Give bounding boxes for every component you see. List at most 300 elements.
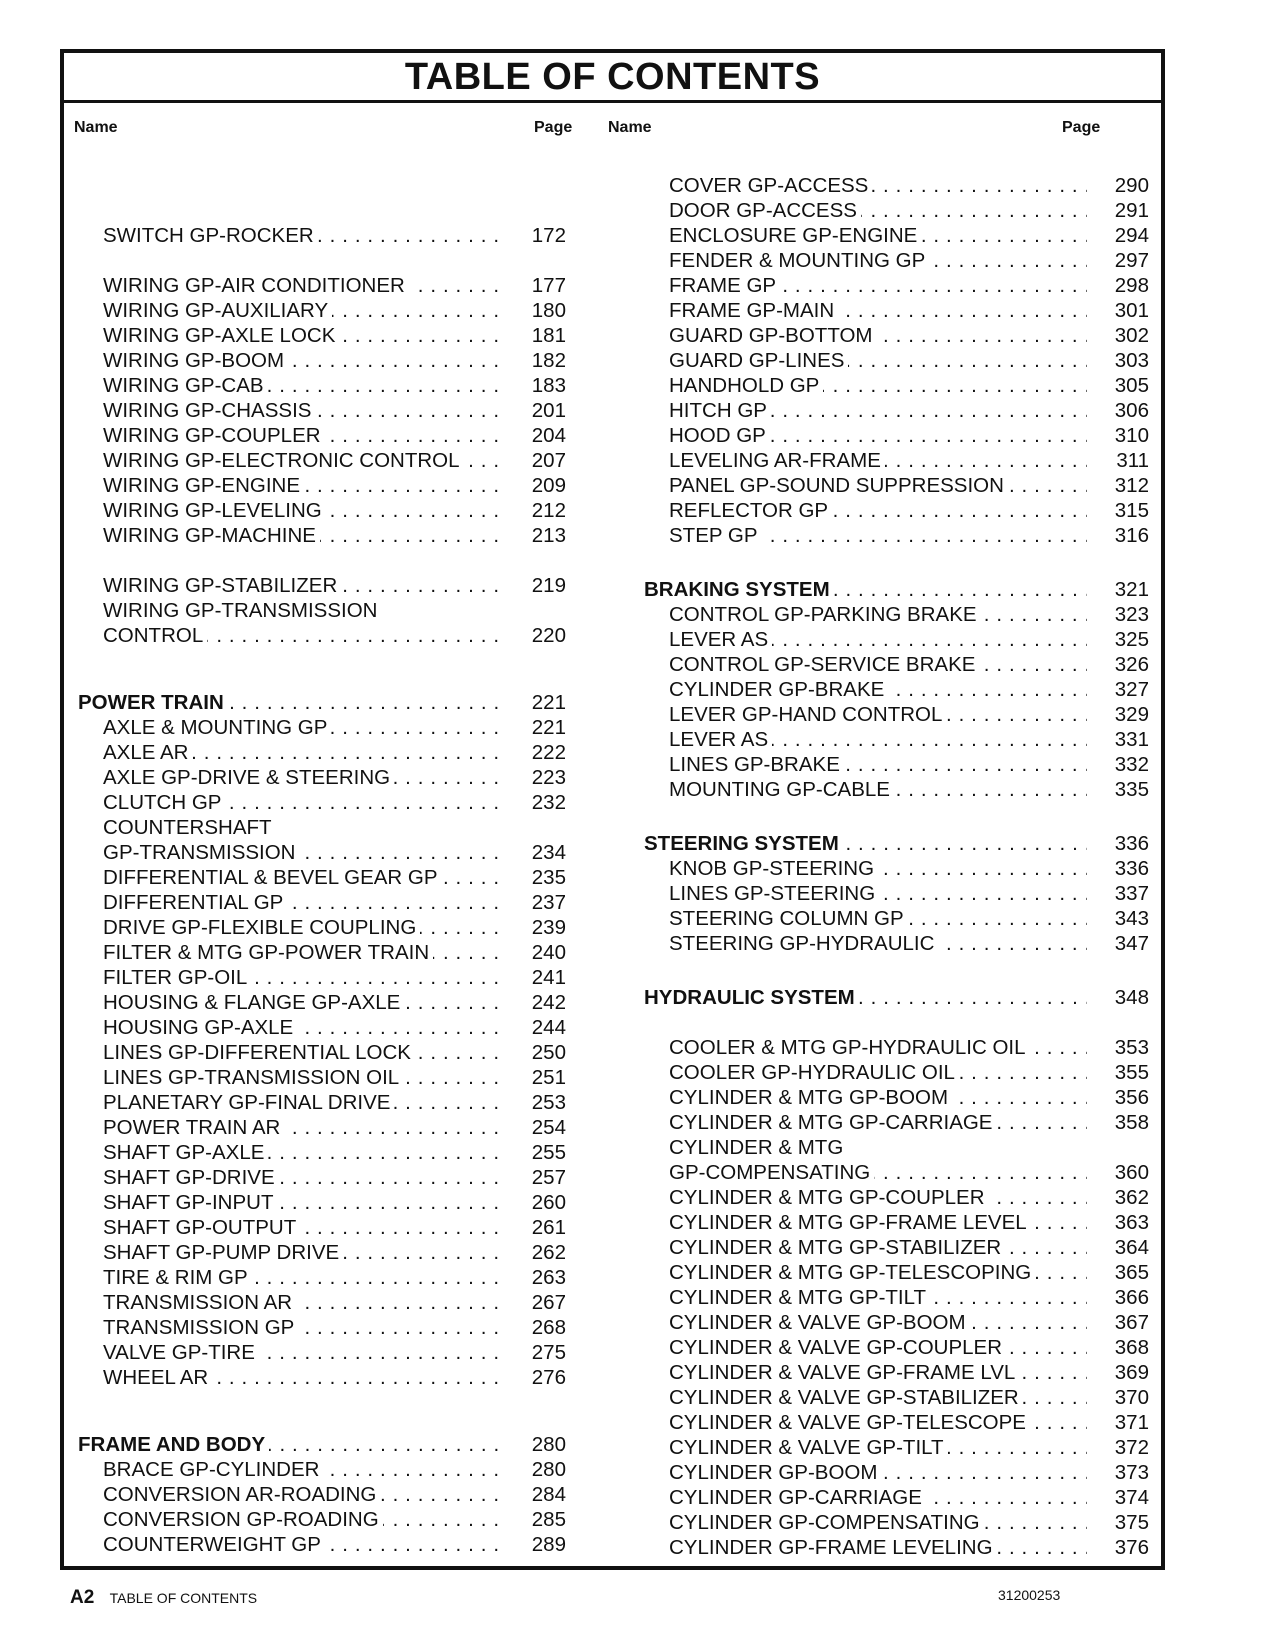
toc-entry[interactable] xyxy=(78,323,572,348)
toc-entry[interactable] xyxy=(644,1460,1157,1485)
toc-entry-page: 234 xyxy=(531,841,566,864)
toc-entry-text: CYLINDER & MTG GP-BOOM xyxy=(669,1086,952,1109)
toc-entry-label xyxy=(669,423,1087,448)
toc-entry-page: 343 xyxy=(1114,907,1149,930)
toc-entry-text: SWITCH GP-ROCKER xyxy=(103,224,318,247)
toc-entry-text: TRANSMISSION AR xyxy=(103,1291,296,1314)
toc-entry-text: WIRING GP-MACHINE xyxy=(103,524,320,547)
toc-entry-page: 312 xyxy=(1114,474,1149,497)
toc-entry[interactable] xyxy=(78,940,572,965)
toc-entry[interactable] xyxy=(78,273,572,298)
toc-entry-label xyxy=(669,1510,1087,1535)
header-page-left: Page xyxy=(534,119,573,136)
toc-entry-page: 244 xyxy=(531,1016,566,1039)
toc-entry-page: 235 xyxy=(531,866,566,889)
toc-entry-label xyxy=(669,298,1087,323)
toc-entry[interactable] xyxy=(78,1532,572,1557)
toc-entry-text: PANEL GP-SOUND SUPPRESSION xyxy=(669,474,1008,497)
toc-entry[interactable] xyxy=(644,298,1157,323)
toc-entry-page: 221 xyxy=(531,716,566,739)
toc-entry[interactable] xyxy=(78,990,572,1015)
toc-entry[interactable] xyxy=(78,373,572,398)
toc-entry-text: LEVER AS xyxy=(669,728,772,751)
toc-entry-page: 301 xyxy=(1114,299,1149,322)
toc-entry[interactable] xyxy=(78,623,572,648)
toc-entry[interactable] xyxy=(78,1140,572,1165)
toc-entry-page: 291 xyxy=(1114,199,1149,222)
toc-left-column xyxy=(78,223,572,1557)
toc-entry-text: CYLINDER GP-COMPENSATING xyxy=(669,1511,984,1534)
toc-entry-text: CONVERSION AR-ROADING xyxy=(103,1483,380,1506)
toc-entry[interactable] xyxy=(78,1315,572,1340)
toc-entry-page: 209 xyxy=(531,474,566,497)
toc-entry[interactable] xyxy=(644,498,1157,523)
toc-entry-text: LEVER AS xyxy=(669,628,772,651)
toc-entry[interactable] xyxy=(644,1410,1157,1435)
toc-entry-page: 261 xyxy=(531,1216,566,1239)
toc-entry[interactable] xyxy=(78,1165,572,1190)
toc-entry-page: 375 xyxy=(1114,1511,1149,1534)
toc-entry-text: LINES GP-BRAKE xyxy=(669,753,844,776)
toc-entry[interactable] xyxy=(644,1235,1157,1260)
toc-entry-page: 183 xyxy=(531,374,566,397)
toc-section[interactable] xyxy=(78,1432,572,1457)
toc-entry-label xyxy=(669,1310,1087,1335)
toc-entry-page: 280 xyxy=(531,1458,566,1481)
spacer xyxy=(78,248,572,273)
toc-entry[interactable] xyxy=(644,248,1157,273)
toc-entry-text: SHAFT GP-AXLE xyxy=(103,1141,268,1164)
toc-entry-text: WIRING GP-AXLE LOCK xyxy=(103,324,339,347)
toc-entry-label xyxy=(669,777,1087,802)
toc-entry[interactable] xyxy=(78,840,572,865)
toc-entry[interactable] xyxy=(78,1040,572,1065)
footer-left xyxy=(70,1587,257,1609)
toc-entry-label xyxy=(669,1335,1087,1360)
spacer xyxy=(78,648,572,690)
toc-entry[interactable] xyxy=(78,1290,572,1315)
toc-entry[interactable] xyxy=(78,1015,572,1040)
toc-entry[interactable] xyxy=(644,373,1157,398)
toc-entry-page: 329 xyxy=(1114,703,1149,726)
toc-entry-text: FILTER GP-OIL xyxy=(103,966,251,989)
toc-entry[interactable] xyxy=(78,348,572,373)
toc-entry-label xyxy=(669,1035,1087,1060)
toc-entry[interactable] xyxy=(644,1185,1157,1210)
toc-entry-text: CYLINDER GP-FRAME LEVELING xyxy=(669,1536,997,1559)
toc-entry-label xyxy=(669,1260,1087,1285)
toc-entry-page: 263 xyxy=(531,1266,566,1289)
toc-entry-text: FILTER & MTG GP-POWER TRAIN xyxy=(103,941,433,964)
toc-entry[interactable] xyxy=(78,1190,572,1215)
toc-entry-label xyxy=(669,881,1087,906)
toc-entry[interactable] xyxy=(644,1210,1157,1235)
toc-entry-text: WIRING GP-ELECTRONIC CONTROL xyxy=(103,449,464,472)
toc-entry-label xyxy=(103,890,502,915)
toc-entry-page: 358 xyxy=(1114,1111,1149,1134)
toc-entry-label xyxy=(103,223,502,248)
toc-entry-text: SHAFT GP-DRIVE xyxy=(103,1166,279,1189)
toc-entry-page: 366 xyxy=(1114,1286,1149,1309)
toc-entry-page: 237 xyxy=(531,891,566,914)
spacer xyxy=(644,802,1157,831)
toc-entry-page: 181 xyxy=(531,324,566,347)
toc-entry-text: HOUSING GP-AXLE xyxy=(103,1016,297,1039)
toc-entry-label xyxy=(103,940,502,965)
toc-entry-page: 368 xyxy=(1114,1336,1149,1359)
toc-entry-label xyxy=(103,965,502,990)
toc-entry-label xyxy=(669,856,1087,881)
toc-entry[interactable] xyxy=(78,890,572,915)
toc-entry-page: 253 xyxy=(531,1091,566,1114)
toc-entry-label xyxy=(644,577,1087,602)
toc-entry[interactable] xyxy=(644,627,1157,652)
toc-entry-label xyxy=(103,790,502,815)
toc-entry-page: 222 xyxy=(531,741,566,764)
toc-entry[interactable] xyxy=(644,423,1157,448)
toc-entry[interactable] xyxy=(78,765,572,790)
header-name-right: Name xyxy=(608,119,652,136)
toc-section[interactable] xyxy=(644,985,1157,1010)
toc-entry-label xyxy=(669,1210,1087,1235)
toc-entry-label xyxy=(669,752,1087,777)
toc-entry-label xyxy=(103,740,502,765)
toc-entry[interactable] xyxy=(644,881,1157,906)
toc-entry-text: HITCH GP xyxy=(669,399,771,422)
toc-entry-text: HOOD GP xyxy=(669,424,770,447)
toc-entry-page: 356 xyxy=(1114,1086,1149,1109)
toc-entry[interactable] xyxy=(78,915,572,940)
toc-entry-page: 335 xyxy=(1114,778,1149,801)
toc-entry-text: WHEEL AR xyxy=(103,1366,212,1389)
toc-entry-label xyxy=(103,865,502,890)
toc-entry[interactable] xyxy=(644,1335,1157,1360)
toc-entry-page: 177 xyxy=(531,274,566,297)
toc-entry-page: 337 xyxy=(1114,882,1149,905)
toc-entry-page: 220 xyxy=(531,624,566,647)
toc-section[interactable] xyxy=(644,831,1157,856)
toc-entry-text: FRAME AND BODY xyxy=(78,1433,269,1456)
toc-entry-label xyxy=(669,931,1087,956)
toc-entry[interactable] xyxy=(644,677,1157,702)
toc-entry[interactable] xyxy=(644,473,1157,498)
toc-entry-label xyxy=(669,1135,1087,1160)
toc-entry-text: DRIVE GP-FLEXIBLE COUPLING xyxy=(103,916,420,939)
toc-entry-label xyxy=(669,1160,1087,1185)
toc-entry-page: 353 xyxy=(1114,1036,1149,1059)
toc-entry-text: WIRING GP-TRANSMISSION xyxy=(103,599,381,622)
toc-entry[interactable] xyxy=(644,323,1157,348)
toc-entry-page: 363 xyxy=(1114,1211,1149,1234)
toc-entry-text: VALVE GP-TIRE xyxy=(103,1341,259,1364)
toc-entry-text: PLANETARY GP-FINAL DRIVE xyxy=(103,1091,394,1114)
toc-entry-label xyxy=(669,173,1087,198)
toc-entry-label xyxy=(103,1365,502,1390)
toc-entry-label xyxy=(103,915,502,940)
header-page-right: Page xyxy=(1062,119,1101,136)
toc-entry-label xyxy=(669,1285,1087,1310)
toc-entry-text: AXLE & MOUNTING GP xyxy=(103,716,331,739)
toc-entry-label xyxy=(103,1090,502,1115)
toc-entry-label xyxy=(103,598,502,623)
toc-entry-text: WIRING GP-STABILIZER xyxy=(103,574,341,597)
toc-entry-text: CYLINDER & MTG GP-STABILIZER xyxy=(669,1236,1005,1259)
toc-entry[interactable] xyxy=(644,602,1157,627)
toc-entry-label xyxy=(103,448,502,473)
toc-entry[interactable] xyxy=(644,1510,1157,1535)
toc-entry-text: LEVER GP-HAND CONTROL xyxy=(669,703,946,726)
toc-entry[interactable] xyxy=(78,573,572,598)
toc-entry-page: 373 xyxy=(1114,1461,1149,1484)
toc-entry[interactable] xyxy=(78,1240,572,1265)
toc-entry[interactable] xyxy=(78,1115,572,1140)
toc-entry[interactable] xyxy=(644,1260,1157,1285)
toc-entry[interactable] xyxy=(78,423,572,448)
toc-entry-page: 376 xyxy=(1114,1536,1149,1559)
spacer xyxy=(644,956,1157,985)
toc-entry[interactable] xyxy=(78,1340,572,1365)
toc-entry-label xyxy=(669,523,1087,548)
toc-entry-label xyxy=(103,323,502,348)
toc-entry-label xyxy=(103,423,502,448)
toc-entry[interactable] xyxy=(78,815,572,840)
toc-entry[interactable] xyxy=(644,931,1157,956)
spacer xyxy=(78,548,572,573)
toc-entry-page: 239 xyxy=(531,916,566,939)
toc-entry-text: WIRING GP-LEVELING xyxy=(103,499,326,522)
toc-entry-page: 302 xyxy=(1114,324,1149,347)
toc-entry[interactable] xyxy=(78,1215,572,1240)
footer-doc-number: 31200253 xyxy=(998,1587,1061,1603)
toc-entry[interactable] xyxy=(78,740,572,765)
toc-entry-text: GUARD GP-LINES xyxy=(669,349,848,372)
toc-entry-page: 241 xyxy=(531,966,566,989)
toc-entry[interactable] xyxy=(78,223,572,248)
toc-entry-text: CLUTCH GP xyxy=(103,791,225,814)
title-bar xyxy=(64,53,1161,103)
toc-entry-page: 348 xyxy=(1114,986,1149,1009)
toc-entry[interactable] xyxy=(644,727,1157,752)
toc-entry[interactable] xyxy=(644,1285,1157,1310)
toc-entry-page: 232 xyxy=(531,791,566,814)
toc-entry[interactable] xyxy=(644,1485,1157,1510)
toc-entry-page: 331 xyxy=(1114,728,1149,751)
toc-entry-page: 362 xyxy=(1114,1186,1149,1209)
toc-entry[interactable] xyxy=(78,790,572,815)
toc-entry-page: 212 xyxy=(531,499,566,522)
toc-entry-label xyxy=(103,373,502,398)
toc-entry[interactable] xyxy=(644,752,1157,777)
toc-entry-page: 360 xyxy=(1114,1161,1149,1184)
toc-entry[interactable] xyxy=(644,1435,1157,1460)
toc-section[interactable] xyxy=(78,690,572,715)
toc-entry-text: CONVERSION GP-ROADING xyxy=(103,1508,383,1531)
toc-entry[interactable] xyxy=(78,598,572,623)
toc-entry-page: 268 xyxy=(531,1316,566,1339)
toc-entry[interactable] xyxy=(78,965,572,990)
toc-entry-page: 213 xyxy=(531,524,566,547)
toc-entry-page: 201 xyxy=(531,399,566,422)
toc-entry-label xyxy=(103,765,502,790)
toc-entry[interactable] xyxy=(644,777,1157,802)
toc-entry-text: CYLINDER GP-BRAKE xyxy=(669,678,888,701)
page-title: TABLE OF CONTENTS xyxy=(404,56,821,98)
toc-entry[interactable] xyxy=(644,448,1157,473)
spacer xyxy=(78,1390,572,1432)
toc-entry-label xyxy=(669,373,1087,398)
toc-entry-page: 311 xyxy=(1116,449,1149,472)
toc-entry[interactable] xyxy=(644,1085,1157,1110)
toc-entry-label xyxy=(103,1215,502,1240)
toc-entry[interactable] xyxy=(78,715,572,740)
toc-entry-label xyxy=(103,815,502,840)
toc-entry-text: FRAME GP-MAIN xyxy=(669,299,838,322)
toc-entry[interactable] xyxy=(78,398,572,423)
toc-entry-text: WIRING GP-ENGINE xyxy=(103,474,304,497)
toc-entry-label xyxy=(103,573,502,598)
toc-entry[interactable] xyxy=(644,1035,1157,1060)
toc-entry-text: HOUSING & FLANGE GP-AXLE xyxy=(103,991,404,1014)
toc-entry[interactable] xyxy=(644,856,1157,881)
toc-entry[interactable] xyxy=(78,1507,572,1532)
toc-entry[interactable] xyxy=(644,1310,1157,1335)
toc-entry-text: STEERING COLUMN GP xyxy=(669,907,908,930)
toc-entry-text: WIRING GP-CHASSIS xyxy=(103,399,315,422)
toc-entry-page: 305 xyxy=(1114,374,1149,397)
toc-entry-text: DOOR GP-ACCESS xyxy=(669,199,861,222)
toc-entry-text: CYLINDER & VALVE GP-BOOM xyxy=(669,1311,970,1334)
toc-entry[interactable] xyxy=(78,298,572,323)
toc-entry[interactable] xyxy=(644,652,1157,677)
toc-entry-text: CYLINDER & VALVE GP-STABILIZER xyxy=(669,1386,1023,1409)
toc-entry-label xyxy=(669,498,1087,523)
toc-entry-text: BRAKING SYSTEM xyxy=(644,578,834,601)
toc-entry[interactable] xyxy=(644,273,1157,298)
toc-entry-label xyxy=(669,1185,1087,1210)
toc-entry-text: CYLINDER GP-CARRIAGE xyxy=(669,1486,926,1509)
toc-entry-label xyxy=(644,985,1087,1010)
toc-entry-label xyxy=(103,398,502,423)
toc-entry[interactable] xyxy=(644,1110,1157,1135)
toc-entry[interactable] xyxy=(644,348,1157,373)
toc-entry[interactable] xyxy=(644,1135,1157,1160)
toc-entry[interactable] xyxy=(78,1265,572,1290)
toc-entry-page: 207 xyxy=(531,449,566,472)
toc-entry[interactable] xyxy=(78,1065,572,1090)
toc-entry-page: 285 xyxy=(531,1508,566,1531)
spacer xyxy=(644,548,1157,577)
toc-entry-page: 303 xyxy=(1114,349,1149,372)
toc-entry-page: 364 xyxy=(1114,1236,1149,1259)
toc-entry[interactable] xyxy=(78,498,572,523)
toc-entry-label xyxy=(669,1110,1087,1135)
toc-entry[interactable] xyxy=(644,523,1157,548)
toc-entry[interactable] xyxy=(644,702,1157,727)
toc-entry-label xyxy=(103,473,502,498)
toc-entry-page: 327 xyxy=(1114,678,1149,701)
toc-entry-text: LINES GP-TRANSMISSION OIL xyxy=(103,1066,403,1089)
toc-entry[interactable] xyxy=(78,865,572,890)
toc-entry-text: DIFFERENTIAL & BEVEL GEAR GP xyxy=(103,866,442,889)
toc-entry-label xyxy=(669,627,1087,652)
toc-entry[interactable] xyxy=(78,473,572,498)
toc-entry-text: CYLINDER GP-BOOM xyxy=(669,1461,881,1484)
toc-entry[interactable] xyxy=(78,1457,572,1482)
toc-entry-page: 260 xyxy=(531,1191,566,1214)
toc-entry-text: CYLINDER & VALVE GP-COUPLER xyxy=(669,1336,1006,1359)
spacer xyxy=(644,1010,1157,1035)
toc-entry-page: 262 xyxy=(531,1241,566,1264)
toc-entry-label xyxy=(669,348,1087,373)
toc-entry-page: 180 xyxy=(531,299,566,322)
toc-entry-label xyxy=(103,1290,502,1315)
toc-entry[interactable] xyxy=(78,448,572,473)
toc-entry-text: CYLINDER & VALVE GP-TILT xyxy=(669,1436,948,1459)
toc-entry[interactable] xyxy=(78,523,572,548)
toc-entry[interactable] xyxy=(644,173,1157,198)
toc-entry-label xyxy=(669,1385,1087,1410)
toc-entry-text: LEVELING AR-FRAME xyxy=(669,449,885,472)
toc-entry-label xyxy=(103,1482,502,1507)
toc-entry-text: LINES GP-STEERING xyxy=(669,882,879,905)
toc-entry-text: CYLINDER & MTG GP-COUPLER xyxy=(669,1186,989,1209)
toc-entry[interactable] xyxy=(644,906,1157,931)
toc-entry[interactable] xyxy=(644,1160,1157,1185)
toc-entry-label xyxy=(669,398,1087,423)
toc-entry-page: 372 xyxy=(1114,1436,1149,1459)
toc-entry-text: WIRING GP-BOOM xyxy=(103,349,288,372)
toc-entry-label xyxy=(103,1065,502,1090)
toc-entry-text: CYLINDER & VALVE GP-TELESCOPE xyxy=(669,1411,1030,1434)
toc-entry-page: 294 xyxy=(1114,224,1149,247)
toc-entry[interactable] xyxy=(644,1385,1157,1410)
toc-entry-text: TIRE & RIM GP xyxy=(103,1266,252,1289)
toc-entry-page: 347 xyxy=(1114,932,1149,955)
toc-entry-label xyxy=(669,223,1087,248)
toc-entry[interactable] xyxy=(644,398,1157,423)
toc-entry[interactable] xyxy=(644,223,1157,248)
toc-entry-page: 367 xyxy=(1114,1311,1149,1334)
toc-entry-page: 221 xyxy=(531,691,566,714)
toc-entry-label xyxy=(103,1040,502,1065)
toc-entry-page: 355 xyxy=(1114,1061,1149,1084)
toc-section[interactable] xyxy=(644,577,1157,602)
toc-entry[interactable] xyxy=(78,1365,572,1390)
toc-entry[interactable] xyxy=(644,1360,1157,1385)
toc-entry-page: 306 xyxy=(1114,399,1149,422)
toc-entry-page: 251 xyxy=(531,1066,566,1089)
footer-page-label: A2 xyxy=(70,1587,95,1608)
toc-entry-page: 284 xyxy=(531,1483,566,1506)
toc-entry-page: 219 xyxy=(531,574,566,597)
toc-entry[interactable] xyxy=(78,1090,572,1115)
toc-entry-page: 321 xyxy=(1114,578,1149,601)
toc-entry[interactable] xyxy=(644,1535,1157,1560)
toc-entry-label xyxy=(103,715,502,740)
toc-entry-label xyxy=(103,1115,502,1140)
toc-entry-page: 275 xyxy=(531,1341,566,1364)
toc-entry[interactable] xyxy=(644,198,1157,223)
toc-entry-text: COVER GP-ACCESS xyxy=(669,174,872,197)
toc-entry-label xyxy=(669,906,1087,931)
header-name-left: Name xyxy=(74,119,118,136)
toc-entry-label xyxy=(669,198,1087,223)
toc-entry-page: 371 xyxy=(1114,1411,1149,1434)
toc-entry[interactable] xyxy=(78,1482,572,1507)
toc-entry-text: AXLE AR xyxy=(103,741,192,764)
toc-entry-label xyxy=(103,1340,502,1365)
toc-entry[interactable] xyxy=(644,1060,1157,1085)
